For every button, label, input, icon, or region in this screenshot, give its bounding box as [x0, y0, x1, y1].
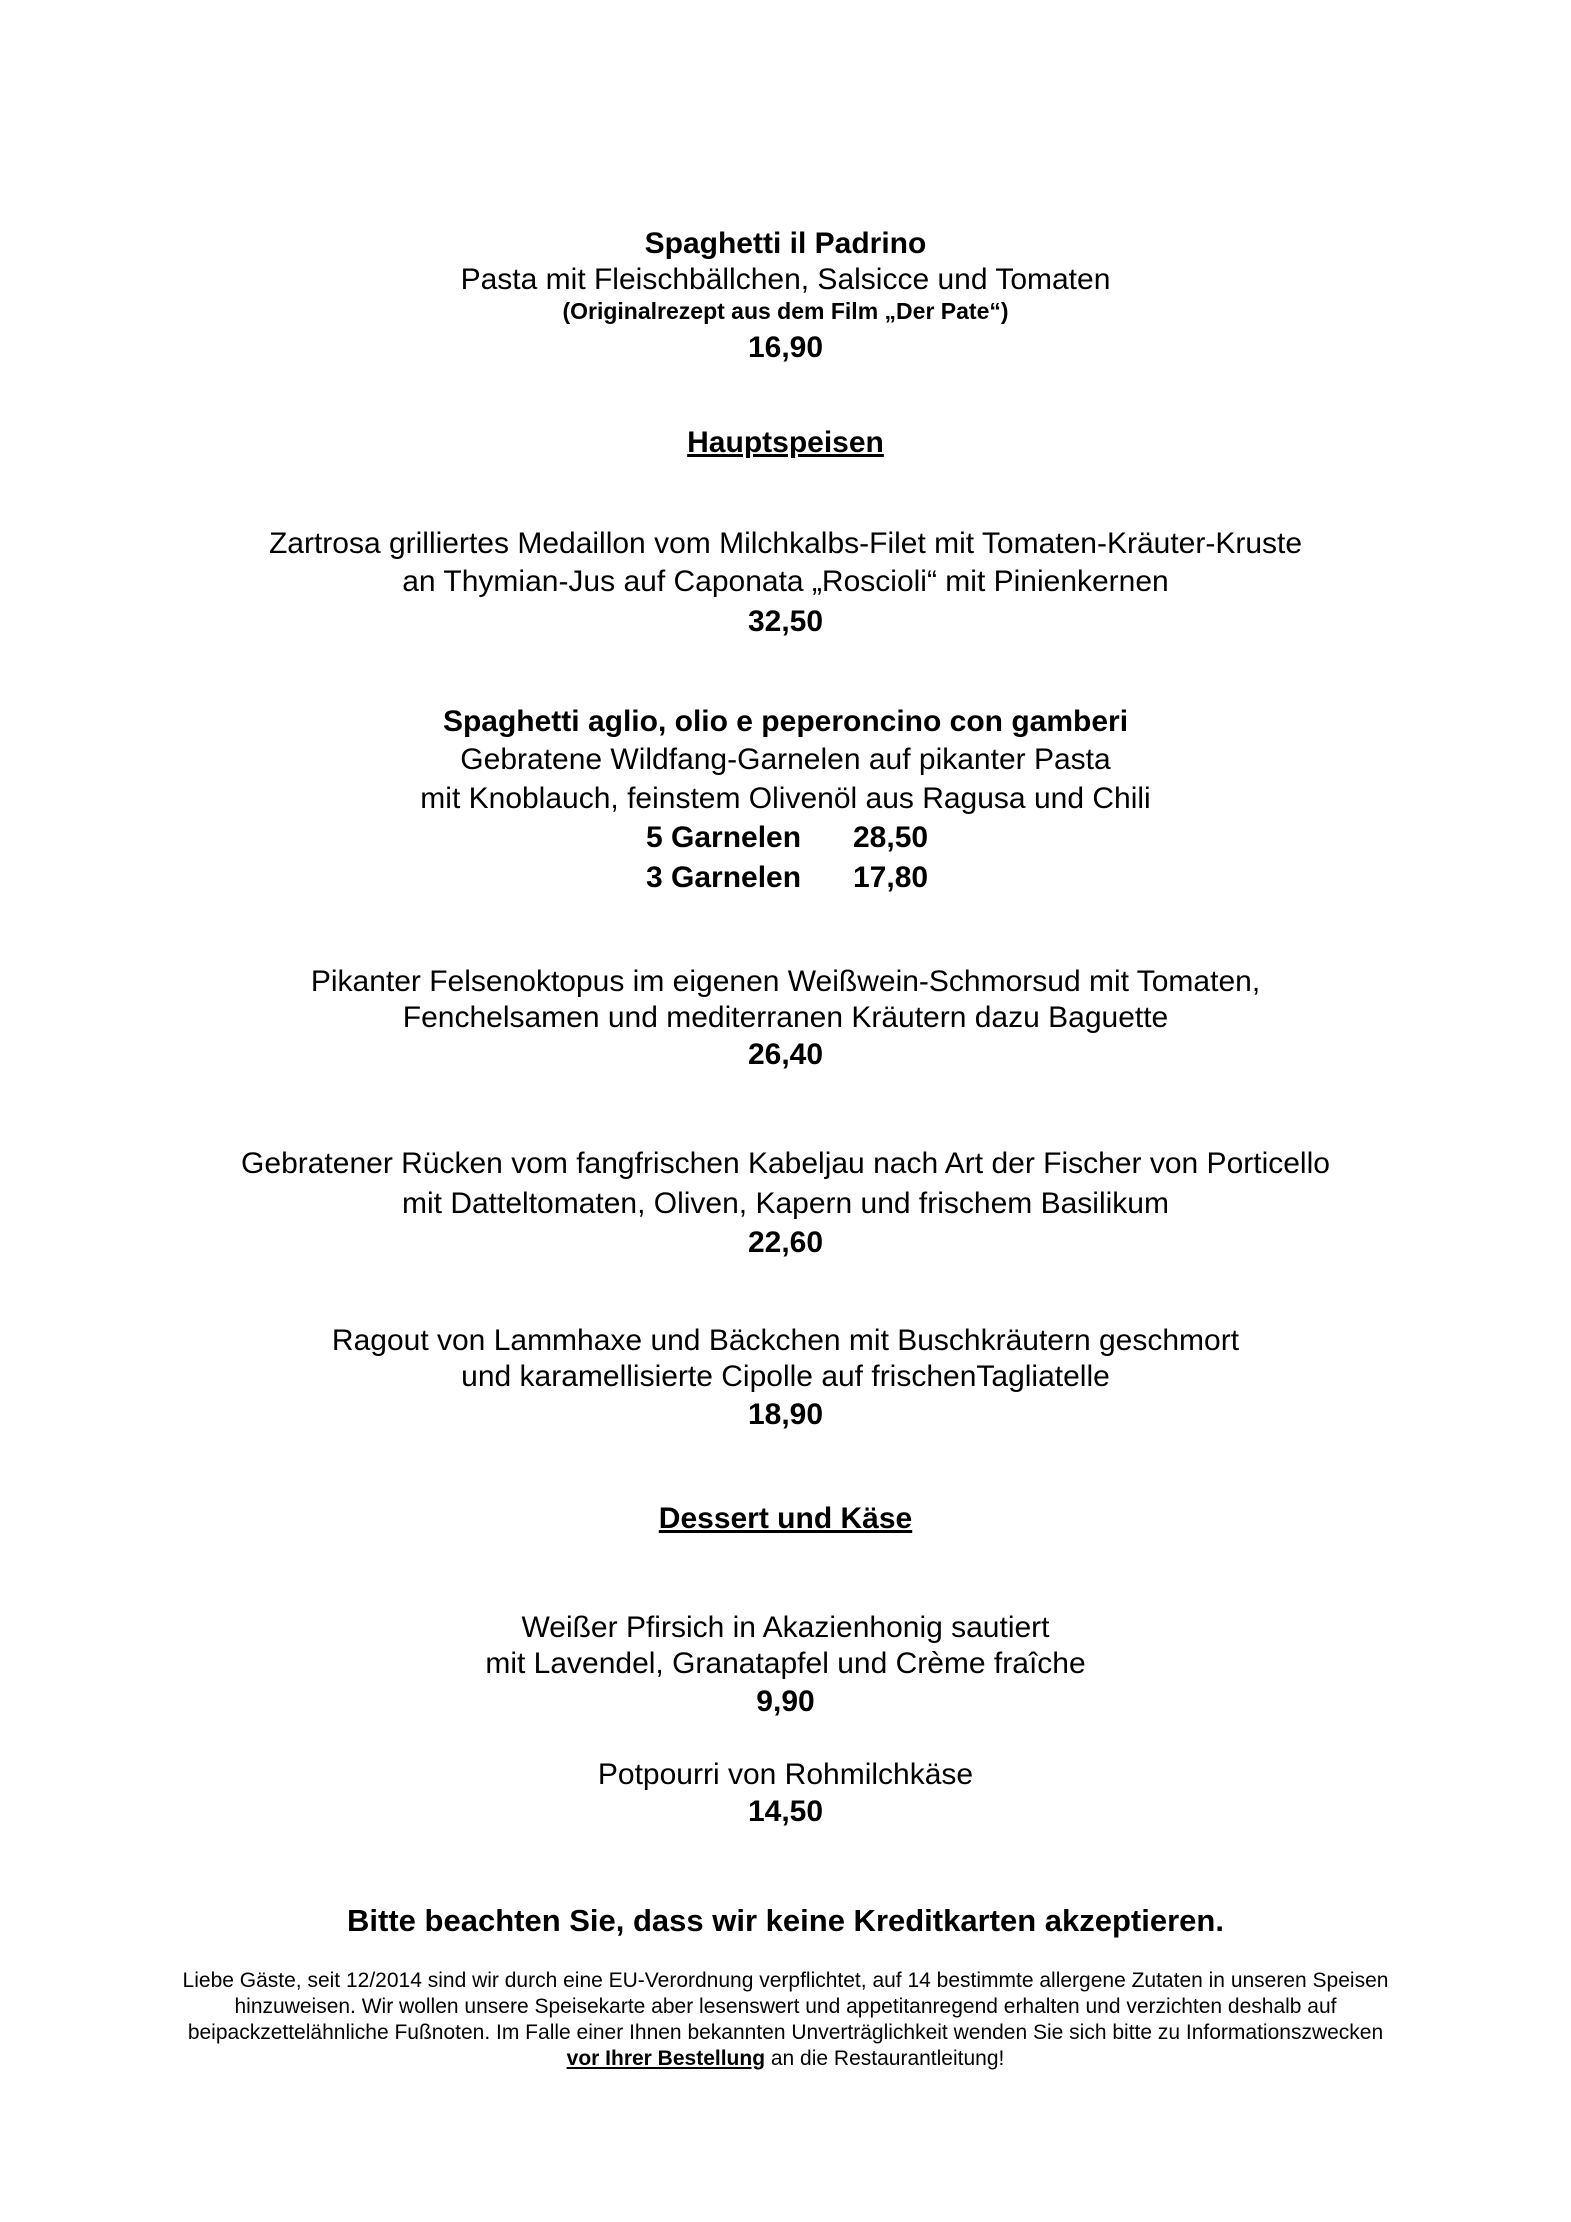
dish-price-kaese: 14,50 — [747, 1795, 824, 1828]
dish-price-pfirsich: 9,90 — [756, 1685, 815, 1718]
dish-description-gamberi-line2: mit Knoblauch, feinstem Olivenöl aus Ragusa und Chili — [420, 782, 1151, 815]
dish-description-padrino: Pasta mit Fleischbällchen, Salsicce und Tomaten — [460, 263, 1111, 296]
option-label-3-garnelen: 3 Garnelen — [646, 861, 802, 894]
credit-card-notice: Bitte beachten Sie, dass wir keine Kreditkarten akzeptieren. — [347, 1903, 1224, 1938]
dish-name-kaese: Potpourri von Rohmilchkäse — [597, 1758, 974, 1791]
section-heading-dessert: Dessert und Käse — [658, 1502, 913, 1535]
option-price-5-garnelen: 28,50 — [853, 821, 929, 854]
dish-description-kabeljau-line1: Gebratener Rücken vom fangfrischen Kabeljau nach Art der Fischer von Porticello — [241, 1147, 1330, 1180]
dish-description-kalbs-line2: an Thymian-Jus auf Caponata „Roscioli“ mit Pinienkernen — [402, 565, 1169, 598]
allergen-notice — [180, 1968, 1391, 2072]
dish-note-padrino: (Originalrezept aus dem Film „Der Pate“) — [562, 298, 1009, 324]
dish-price-kabeljau: 22,60 — [747, 1226, 824, 1259]
dish-description-lamm-line1: Ragout von Lammhaxe und Bäckchen mit Buschkräutern geschmort — [331, 1324, 1240, 1357]
dish-price-lamm: 18,90 — [747, 1398, 824, 1431]
allergen-text-end: an die Restaurantleitung! — [765, 2047, 1005, 2070]
option-price-3-garnelen: 17,80 — [853, 861, 929, 894]
dish-description-oktopus-line1: Pikanter Felsenoktopus im eigenen Weißwein-Schmorsud mit Tomaten, — [310, 965, 1261, 998]
dish-name-padrino: Spaghetti il Padrino — [644, 227, 927, 260]
allergen-text: Liebe Gäste, seit 12/2014 sind wir durch eine EU-Verordnung verpflichtet, auf 14 bestimmte allergene Zutaten in unseren Speisen hinzuweisen. Wir wollen unsere Speisekarte aber lesenswert und appetitanregend erhalten und verzichten deshalb auf beipackzettelähnliche Fußnoten. Im Falle einer Ihnen bekannten Unverträglichkeit wenden Sie sich bitte zu Informationszwecken — [182, 1969, 1389, 2044]
dish-price-padrino: 16,90 — [747, 331, 824, 364]
section-heading-hauptspeisen: Hauptspeisen — [687, 426, 884, 459]
dish-price-oktopus: 26,40 — [747, 1038, 824, 1071]
dish-price-kalbs: 32,50 — [747, 605, 824, 638]
dish-description-oktopus-line2: Fenchelsamen und mediterranen Kräutern dazu Baguette — [402, 1001, 1169, 1034]
allergen-emphasis: vor Ihrer Bestellung — [566, 2047, 766, 2070]
option-label-5-garnelen: 5 Garnelen — [646, 821, 802, 854]
dish-name-gamberi: Spaghetti aglio, olio e peperoncino con gamberi — [442, 705, 1129, 738]
dish-description-gamberi-line1: Gebratene Wildfang-Garnelen auf pikanter Pasta — [460, 743, 1111, 776]
dish-description-pfirsich-line1: Weißer Pfirsich in Akazienhonig sautiert — [521, 1611, 1050, 1644]
dish-description-kalbs-line1: Zartrosa grilliertes Medaillon vom Milchkalbs-Filet mit Tomaten-Kräuter-Kruste — [268, 527, 1303, 560]
dish-description-pfirsich-line2: mit Lavendel, Granatapfel und Crème fraîche — [485, 1647, 1086, 1680]
dish-description-lamm-line2: und karamellisierte Cipolle auf frischenTagliatelle — [461, 1360, 1110, 1393]
dish-description-kabeljau-line2: mit Datteltomaten, Oliven, Kapern und frischem Basilikum — [402, 1187, 1169, 1220]
